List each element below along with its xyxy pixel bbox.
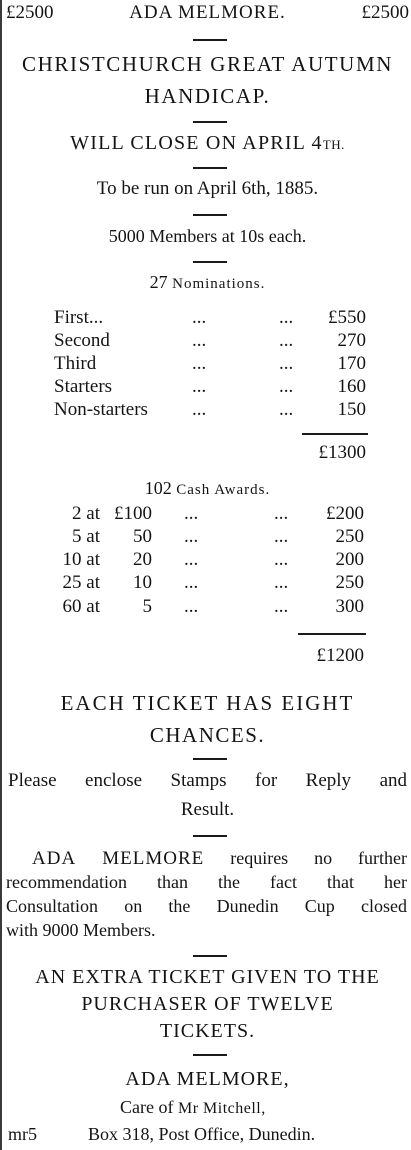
award-amount: 250	[335, 572, 364, 593]
price-left: £2500	[6, 2, 54, 23]
award-dots: ...	[274, 596, 289, 617]
recommendation-line-3: Consultation on the Dunedin Cup closed	[6, 896, 407, 916]
address-line: Box 318, Post Office, Dunedin.	[88, 1124, 316, 1144]
award-each: 50	[133, 526, 152, 547]
separator-dash	[193, 39, 227, 41]
care-of-prefix: Care of	[120, 1097, 174, 1117]
award-amount: 200	[335, 549, 364, 570]
separator-dash	[193, 758, 227, 760]
nomination-label: First...	[54, 307, 104, 328]
nomination-amount: 170	[337, 353, 366, 374]
stamps-line-2: Result.	[180, 799, 235, 820]
award-each: 5	[142, 596, 152, 617]
award-row	[6, 549, 409, 571]
award-dots: ...	[274, 526, 289, 547]
recommendation-name: ADA MELMORE	[32, 848, 205, 869]
nomination-dots: ...	[192, 376, 207, 397]
award-dots: ...	[184, 549, 199, 570]
nomination-row	[6, 330, 409, 352]
award-each: 10	[133, 572, 152, 593]
recommendation-line-4: with 9000 Members.	[6, 920, 156, 940]
separator-dash	[193, 214, 227, 216]
recommendation-line-2: recommendation than the fact that her	[6, 872, 407, 892]
award-dots: ...	[184, 526, 199, 547]
separator-dash	[193, 1054, 227, 1056]
nomination-dots: ...	[279, 399, 294, 420]
closing-notice	[6, 132, 409, 155]
separator-dash	[193, 955, 227, 957]
nomination-label: Non-starters	[54, 399, 148, 420]
cash-awards-count: 102	[144, 478, 172, 498]
award-count: 60 at	[62, 596, 100, 617]
award-dots: ...	[274, 572, 289, 593]
award-amount: 300	[335, 596, 364, 617]
nomination-row	[6, 399, 409, 421]
award-row	[6, 503, 409, 525]
extra-ticket-line-3: TICKETS.	[159, 1020, 256, 1042]
nomination-amount: 160	[337, 376, 366, 397]
award-dots: ...	[184, 572, 199, 593]
award-each: £100	[114, 503, 152, 524]
closing-suffix: TH.	[322, 137, 345, 152]
nomination-dots: ...	[192, 399, 207, 420]
award-row	[6, 572, 409, 594]
nominations-count: 27	[149, 272, 168, 292]
nominations-heading	[6, 272, 409, 293]
separator-dash	[193, 261, 227, 263]
cash-awards-total: £1200	[316, 645, 364, 666]
closing-text: WILL CLOSE ON APRIL 4	[70, 132, 323, 154]
headline-line-2: HANDICAP.	[144, 84, 271, 108]
separator-dash	[193, 167, 227, 169]
nominations-total: £1300	[318, 442, 366, 463]
total-rule	[302, 433, 368, 435]
nomination-label: Starters	[54, 376, 113, 397]
nomination-row	[6, 376, 409, 398]
cash-awards-word: Cash Awards.	[176, 482, 271, 498]
nomination-label: Third	[54, 353, 97, 374]
award-dots: ...	[184, 503, 199, 524]
extra-ticket-line-1: AN EXTRA TICKET GIVEN TO THE	[35, 966, 380, 988]
award-amount: 250	[335, 526, 364, 547]
ticket-chances-line-1: EACH TICKET HAS EIGHT	[60, 691, 355, 715]
signature-name: ADA MELMORE,	[125, 1068, 290, 1090]
award-amount: £200	[326, 503, 364, 524]
award-each: 20	[133, 549, 152, 570]
nomination-row	[6, 353, 409, 375]
nomination-label: Second	[54, 330, 110, 351]
recommendation-rest: requires no further	[230, 848, 407, 868]
column-rule	[0, 0, 2, 1150]
award-row	[6, 526, 409, 548]
nomination-dots: ...	[192, 353, 207, 374]
award-dots: ...	[184, 596, 199, 617]
ticket-chances-line-2: CHANCES.	[149, 723, 266, 747]
ad-title: ADA MELMORE.	[129, 2, 286, 23]
award-dots: ...	[274, 549, 289, 570]
nomination-dots: ...	[279, 376, 294, 397]
nomination-dots: ...	[192, 330, 207, 351]
award-count: 10 at	[62, 549, 100, 570]
members-line: 5000 Members at 10s each.	[108, 226, 307, 246]
nomination-dots: ...	[279, 307, 294, 328]
nomination-row	[6, 307, 409, 329]
price-right: £2500	[361, 2, 409, 23]
award-count: 5 at	[72, 526, 100, 547]
total-rule	[298, 633, 366, 635]
separator-dash	[193, 835, 227, 837]
nomination-amount: 150	[337, 399, 366, 420]
extra-ticket-line-2: PURCHASER OF TWELVE	[81, 993, 334, 1015]
award-row	[6, 596, 409, 618]
reference-code: mr5	[8, 1124, 37, 1144]
stamps-line-1: Please enclose Stamps for Reply and	[8, 770, 407, 791]
care-of-name: Mr Mitchell,	[177, 1100, 266, 1117]
award-dots: ...	[274, 503, 289, 524]
recommendation-line-1	[32, 848, 407, 870]
nomination-dots: ...	[279, 353, 294, 374]
nomination-dots: ...	[192, 307, 207, 328]
award-count: 2 at	[72, 503, 100, 524]
nomination-dots: ...	[279, 330, 294, 351]
award-count: 25 at	[62, 572, 100, 593]
nominations-word: Nominations.	[172, 276, 266, 292]
headline-line-1: CHRISTCHURCH GREAT AUTUMN	[22, 52, 393, 76]
separator-dash	[193, 121, 227, 123]
cash-awards-heading	[6, 478, 409, 499]
nomination-amount: £550	[328, 307, 366, 328]
nomination-amount: 270	[337, 330, 366, 351]
run-date: To be run on April 6th, 1885.	[96, 178, 319, 199]
care-of-line	[120, 1097, 266, 1118]
